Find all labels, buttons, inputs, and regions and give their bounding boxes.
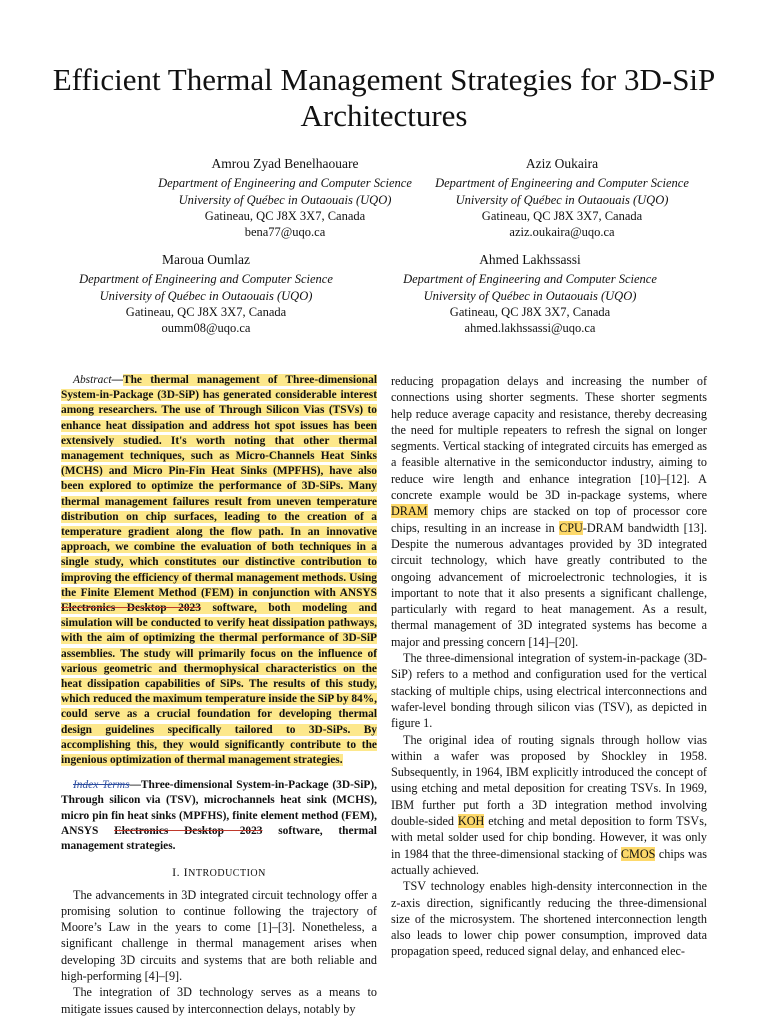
section-rest: NTRODUCTION — [188, 868, 266, 880]
text-run: memory chips are stacked on top of processor core chips, resulting in an increase in — [391, 504, 707, 535]
highlight-cpu: CPU — [559, 520, 583, 535]
highlight-koh: KOH — [457, 814, 485, 829]
body-paragraph: The three-dimensional integration of system-in-package (3D-SiP) refers to a method and configuration used for the vertical stacking of multiple chips, using electrical interconnections and wafer-level bonding through silicon vias (TSV), as depicted in figure 1. — [391, 651, 707, 731]
author-email[interactable]: bena77@uqo.ca — [244, 225, 326, 240]
index-terms-label: Index Terms — [73, 779, 130, 792]
author-dept: Department of Engineering and Computer Science — [403, 272, 657, 287]
text-run: -DRAM bandwidth [13]. Despite the numerous advantages provided by 3D integrated circuit technology, which have greatly contributed to the ongoing advancement of microelectronic technologies, it is important to note that it also presents a significant challenge, particularly with regard to heat management. As a result, thermal management of 3D integrated systems has become a major and pressing concern [14]–[20]. — [391, 520, 707, 649]
index-terms-text-1: Three-dimensional System-in-Package (3D-SiP), Through silicon via (TSV), microchannels heat sink (MCHS), micro pin fin heat sinks (MPFHS), finite element method (FEM), ANSYS — [61, 779, 377, 837]
abstract-text-2: software, both modeling and simulation will be conducted to verify heat dissipation pathways, with the aim of optimizing the thermal performance of 3D-SiP assemblies. The study will primarily focus on the influence of various geometric and thermophysical characteristics on the heat dissipation capabilities of SiPs. The results of this study, which reduced the maximum temperature inside the SiP by 84%, could serve as a crucial foundation for developing thermal design guidelines specifically tailored to 3D-SiPs. By accomplishing this, they would significantly contribute to the ingenious optimization of thermal management strategies. — [61, 602, 377, 767]
author-city: Gatineau, QC J8X 3X7, Canada — [449, 304, 611, 319]
author-block-3 — [56, 252, 356, 336]
author-dept: Department of Engineering and Computer Science — [79, 272, 333, 287]
author-city: Gatineau, QC J8X 3X7, Canada — [204, 208, 366, 223]
author-block-2 — [417, 156, 707, 240]
index-terms — [61, 778, 377, 854]
author-dept: Department of Engineering and Computer Science — [158, 176, 412, 191]
text-run: chips was actually achieved. — [391, 846, 708, 877]
left-column — [61, 373, 377, 1017]
paper-title: Efficient Thermal Management Strategies for 3D-SiP Architectures — [52, 62, 716, 133]
body-paragraph — [391, 373, 707, 650]
author-name: Amrou Zyad Benelhaouare — [211, 156, 359, 171]
abstract-label: Abstract — [73, 374, 112, 386]
body-paragraph — [391, 732, 707, 879]
section-numeral: I. — [172, 865, 181, 880]
highlight-cmos: CMOS — [620, 846, 656, 861]
author-univ: University of Québec in Outaouais (UQO) — [178, 192, 392, 207]
author-univ: University of Québec in Outaouais (UQO) — [455, 192, 669, 207]
author-email[interactable]: oumm08@uqo.ca — [161, 321, 251, 336]
author-block-1 — [140, 156, 430, 240]
index-terms-struck-text: Electronics Desktop 2023 — [114, 824, 263, 837]
author-name: Ahmed Lakhssassi — [479, 252, 581, 267]
author-univ: University of Québec in Outaouais (UQO) — [423, 288, 637, 303]
author-city: Gatineau, QC J8X 3X7, Canada — [125, 304, 287, 319]
abstract-struck-text: Electronics Desktop 2023 — [61, 602, 201, 615]
author-city: Gatineau, QC J8X 3X7, Canada — [481, 208, 643, 223]
index-terms-dash: — — [129, 779, 141, 792]
author-name: Aziz Oukaira — [525, 156, 599, 171]
text-run: etching and metal deposition to form TSVs, with metal solder used for chip bonding. However, it was only in 1984 that the three-dimensional stacking of — [391, 814, 707, 861]
author-name: Maroua Oumlaz — [161, 252, 251, 267]
author-email[interactable]: aziz.oukaira@uqo.ca — [509, 225, 615, 240]
author-univ: University of Québec in Outaouais (UQO) — [99, 288, 313, 303]
index-terms-text-2: software, thermal management strategies. — [61, 824, 377, 853]
abstract-dash: — — [111, 374, 123, 386]
author-email[interactable]: ahmed.lakhssassi@uqo.ca — [464, 321, 596, 336]
body-paragraph: TSV technology enables high-density interconnection in the z-axis direction, significantly reducing the three-dimensional size of the microsystem. The shortened interconnection length also leads to lower chip power consumption, improved data propagation speed, reduced signal delay, and enhanced elec- — [391, 879, 707, 959]
author-dept: Department of Engineering and Computer Science — [435, 176, 689, 191]
body-paragraph: The integration of 3D technology serves as a means to mitigate issues caused by interconnection delays, notably by — [61, 985, 377, 1016]
abstract-text-1: The thermal management of Three-dimensional System-in-Package (3D-SiP) has generated considerable interest among researchers. The use of Through Silicon Vias (TSVs) to enhance heat dissipation and address hot spot issues has been extensively studied. It's worth noting that other thermal management techniques, such as Micro-Channels Heat Sinks (MCHS) and Micro Pin-Fin Heat Sinks (MPFHS), have also been explored to optimize the performance of 3D-SiPs. Many thermal management failures result from uneven temperature distribution on chip surfaces, leading to the creation of a temperature gradient along the flow path. In an innovative approach, we combine the evaluation of both techniques in a single study, which constitutes our distinctive contribution to improving the efficiency of thermal management methods. Using the Finite Element Method (FEM) in conjunction with ANSYS — [61, 374, 377, 599]
section-heading — [61, 864, 377, 882]
highlight-dram: DRAM — [391, 504, 428, 519]
text-run: reducing propagation delays and increasing the number of connections using shorter segments. These shorter segments help reduce average capacity and resistance, thereby decreasing the need for multiple repeaters to refresh the signal on longer segments. Vertical stacking of integrated circuits has emerged as a feasible alternative in the semiconductor industry, aiming to reduce wire length and enhance integration [10]–[12]. A concrete example would be 3D in-package systems, where — [391, 374, 707, 503]
text-run: The original idea of routing signals through hollow vias within a wafer was proposed by Shockley in 1958. Subsequently, in 1964, IBM explicitly introduced the concept of using etching and metal deposition for creating TSVs. In 1969, IBM further put forth a 3D integration method involving double-sided — [391, 732, 707, 829]
abstract — [61, 373, 377, 768]
section-first-letter: I — [183, 865, 189, 880]
right-column — [391, 373, 707, 960]
author-block-4 — [370, 252, 690, 336]
body-paragraph: The advancements in 3D integrated circuit technology offer a promising solution to continue following the trajectory of Moore’s Law in the years to come [1]–[3]. Nonetheless, a significant challenge in thermal management arises when developing 3D circuits and systems that are both reliable and high-performing [4]–[9]. — [61, 887, 377, 984]
